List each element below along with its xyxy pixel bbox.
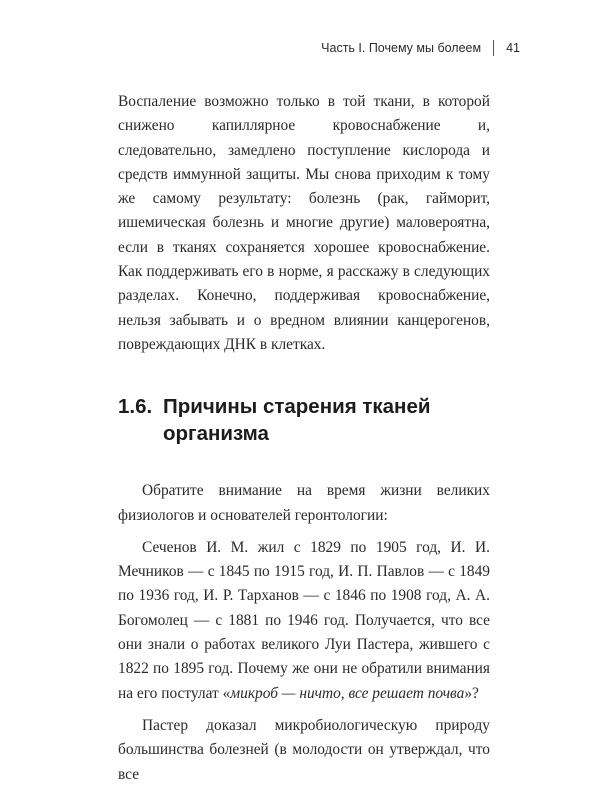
- pasteur-quote: микроб — ничто, все решает почва: [230, 684, 465, 702]
- paragraph-pasteur: Пастер доказал микробиологическую природу большинства болезней (в молодости он утверждал, что все: [118, 716, 490, 783]
- lifespans-end: »?: [464, 684, 479, 702]
- section-heading: [118, 393, 490, 447]
- running-header: [321, 40, 520, 56]
- page-body: [118, 90, 490, 787]
- running-title: Часть I. Почему мы болеем: [321, 41, 482, 55]
- paragraph-lifespans: [118, 536, 490, 706]
- section-title: Причины старения тканей организма: [163, 395, 431, 446]
- paragraph-inflammation: Воспаление возможно только в той ткани, в которой снижено капиллярное кровоснабжение и, следовательно, замедлено поступление кислорода и средств иммунной защиты. Мы снова приходим к тому же самому результату: болезнь (рак, гайморит, ишемическая болезнь и многие другие) маловероятна, если в тканях сохраняется хорошее кровоснабжение. Как поддерживать его в норме, я расскажу в следующих разделах. Конечно, поддерживая кровоснабжение, нельзя забывать и о вредном влиянии канцерогенов, повреждающих ДНК в клетках.: [118, 93, 490, 353]
- lifespans-text: Сеченов И. М. жил с 1829 по 1905 год, И. И. Мечников — с 1845 по 1915 год, И. П. Павлов — с 1849 по 1936 год, И. Р. Тарханов — с 1846 по 1908 год, А. А. Богомолец — с 1881 по 1946 год. Получается, что все они знали о работах великого Луи Пастера, жившего с 1822 по 1895 год. Почему же они не обратили внимания на его постулат «: [118, 538, 490, 702]
- header-divider: [493, 40, 494, 56]
- paragraph-physiologists: Обратите внимание на время жизни великих физиологов и основателей геронтологии:: [118, 482, 490, 524]
- page-number: 41: [506, 41, 520, 55]
- section-number: 1.6.: [118, 395, 153, 419]
